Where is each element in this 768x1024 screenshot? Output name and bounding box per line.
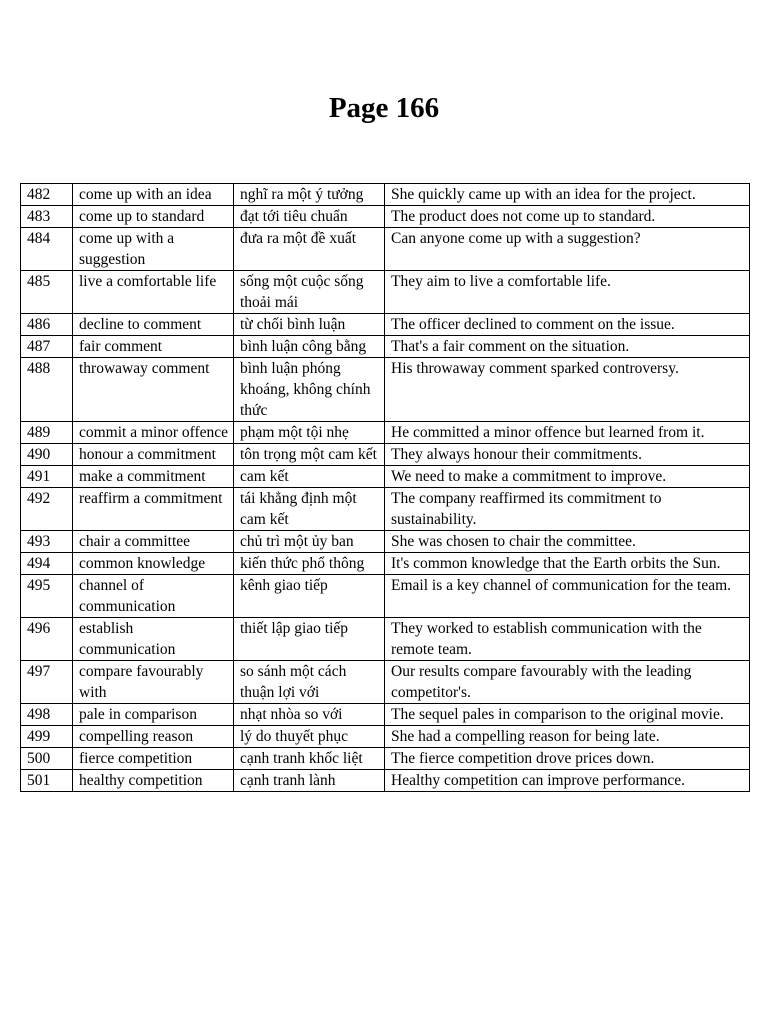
table-row xyxy=(21,466,750,488)
vietnamese-meaning: sống một cuộc sống thoải mái xyxy=(234,271,385,314)
vietnamese-meaning: cam kết xyxy=(234,466,385,488)
collocation-phrase: compelling reason xyxy=(73,726,234,748)
vietnamese-meaning: phạm một tội nhẹ xyxy=(234,422,385,444)
example-sentence: She was chosen to chair the committee. xyxy=(385,531,750,553)
example-sentence: They worked to establish communication with the remote team. xyxy=(385,618,750,661)
vietnamese-meaning: chủ trì một ủy ban xyxy=(234,531,385,553)
vietnamese-meaning: bình luận phóng khoáng, không chính thức xyxy=(234,358,385,422)
table-row xyxy=(21,488,750,531)
entry-number: 500 xyxy=(21,748,73,770)
table-row xyxy=(21,228,750,271)
example-sentence: Our results compare favourably with the leading competitor's. xyxy=(385,661,750,704)
collocation-phrase: commit a minor offence xyxy=(73,422,234,444)
entry-number: 491 xyxy=(21,466,73,488)
entry-number: 484 xyxy=(21,228,73,271)
example-sentence: The sequel pales in comparison to the original movie. xyxy=(385,704,750,726)
collocation-phrase: make a commitment xyxy=(73,466,234,488)
collocation-phrase: live a comfortable life xyxy=(73,271,234,314)
entry-number: 495 xyxy=(21,575,73,618)
vietnamese-meaning: nghĩ ra một ý tưởng xyxy=(234,184,385,206)
table-row xyxy=(21,726,750,748)
vietnamese-meaning: so sánh một cách thuận lợi với xyxy=(234,661,385,704)
vietnamese-meaning: nhạt nhòa so với xyxy=(234,704,385,726)
entry-number: 486 xyxy=(21,314,73,336)
example-sentence: Email is a key channel of communication for the team. xyxy=(385,575,750,618)
table-row xyxy=(21,553,750,575)
table-row xyxy=(21,314,750,336)
example-sentence: The company reaffirmed its commitment to sustainability. xyxy=(385,488,750,531)
entry-number: 498 xyxy=(21,704,73,726)
entry-number: 499 xyxy=(21,726,73,748)
vietnamese-meaning: cạnh tranh khốc liệt xyxy=(234,748,385,770)
table-row xyxy=(21,444,750,466)
entry-number: 490 xyxy=(21,444,73,466)
collocation-phrase: fair comment xyxy=(73,336,234,358)
collocation-phrase: decline to comment xyxy=(73,314,234,336)
collocation-phrase: fierce competition xyxy=(73,748,234,770)
vietnamese-meaning: từ chối bình luận xyxy=(234,314,385,336)
table-row xyxy=(21,206,750,228)
collocation-phrase: throwaway comment xyxy=(73,358,234,422)
entry-number: 489 xyxy=(21,422,73,444)
table-row xyxy=(21,271,750,314)
table-row xyxy=(21,531,750,553)
entry-number: 485 xyxy=(21,271,73,314)
table-row xyxy=(21,618,750,661)
entry-number: 494 xyxy=(21,553,73,575)
example-sentence: They aim to live a comfortable life. xyxy=(385,271,750,314)
vietnamese-meaning: tôn trọng một cam kết xyxy=(234,444,385,466)
example-sentence: It's common knowledge that the Earth orbits the Sun. xyxy=(385,553,750,575)
vietnamese-meaning: thiết lập giao tiếp xyxy=(234,618,385,661)
collocation-phrase: come up with an idea xyxy=(73,184,234,206)
entry-number: 487 xyxy=(21,336,73,358)
table-row xyxy=(21,184,750,206)
vocabulary-table xyxy=(20,183,750,792)
vietnamese-meaning: lý do thuyết phục xyxy=(234,726,385,748)
table-row xyxy=(21,661,750,704)
page-title: Page 166 xyxy=(328,92,440,124)
example-sentence: Can anyone come up with a suggestion? xyxy=(385,228,750,271)
entry-number: 482 xyxy=(21,184,73,206)
entry-number: 492 xyxy=(21,488,73,531)
collocation-phrase: reaffirm a commitment xyxy=(73,488,234,531)
entry-number: 496 xyxy=(21,618,73,661)
table-row xyxy=(21,770,750,792)
vocabulary-table-body xyxy=(21,184,750,792)
example-sentence: His throwaway comment sparked controversy. xyxy=(385,358,750,422)
example-sentence: Healthy competition can improve performance. xyxy=(385,770,750,792)
collocation-phrase: compare favourably with xyxy=(73,661,234,704)
vietnamese-meaning: kiến thức phổ thông xyxy=(234,553,385,575)
vietnamese-meaning: bình luận công bằng xyxy=(234,336,385,358)
entry-number: 493 xyxy=(21,531,73,553)
example-sentence: We need to make a commitment to improve. xyxy=(385,466,750,488)
vietnamese-meaning: kênh giao tiếp xyxy=(234,575,385,618)
collocation-phrase: come up to standard xyxy=(73,206,234,228)
vietnamese-meaning: đưa ra một đề xuất xyxy=(234,228,385,271)
collocation-phrase: chair a committee xyxy=(73,531,234,553)
table-row xyxy=(21,336,750,358)
collocation-phrase: honour a commitment xyxy=(73,444,234,466)
table-row xyxy=(21,748,750,770)
table-row xyxy=(21,358,750,422)
vietnamese-meaning: cạnh tranh lành xyxy=(234,770,385,792)
example-sentence: She quickly came up with an idea for the project. xyxy=(385,184,750,206)
example-sentence: The fierce competition drove prices down. xyxy=(385,748,750,770)
example-sentence: She had a compelling reason for being late. xyxy=(385,726,750,748)
table-row xyxy=(21,575,750,618)
entry-number: 501 xyxy=(21,770,73,792)
example-sentence: That's a fair comment on the situation. xyxy=(385,336,750,358)
collocation-phrase: channel of communication xyxy=(73,575,234,618)
vietnamese-meaning: tái khẳng định một cam kết xyxy=(234,488,385,531)
example-sentence: He committed a minor offence but learned from it. xyxy=(385,422,750,444)
example-sentence: The officer declined to comment on the issue. xyxy=(385,314,750,336)
collocation-phrase: common knowledge xyxy=(73,553,234,575)
collocation-phrase: pale in comparison xyxy=(73,704,234,726)
collocation-phrase: come up with a suggestion xyxy=(73,228,234,271)
entry-number: 483 xyxy=(21,206,73,228)
entry-number: 497 xyxy=(21,661,73,704)
example-sentence: The product does not come up to standard. xyxy=(385,206,750,228)
collocation-phrase: healthy competition xyxy=(73,770,234,792)
example-sentence: They always honour their commitments. xyxy=(385,444,750,466)
collocation-phrase: establish communication xyxy=(73,618,234,661)
table-row xyxy=(21,422,750,444)
vietnamese-meaning: đạt tới tiêu chuẩn xyxy=(234,206,385,228)
table-row xyxy=(21,704,750,726)
entry-number: 488 xyxy=(21,358,73,422)
